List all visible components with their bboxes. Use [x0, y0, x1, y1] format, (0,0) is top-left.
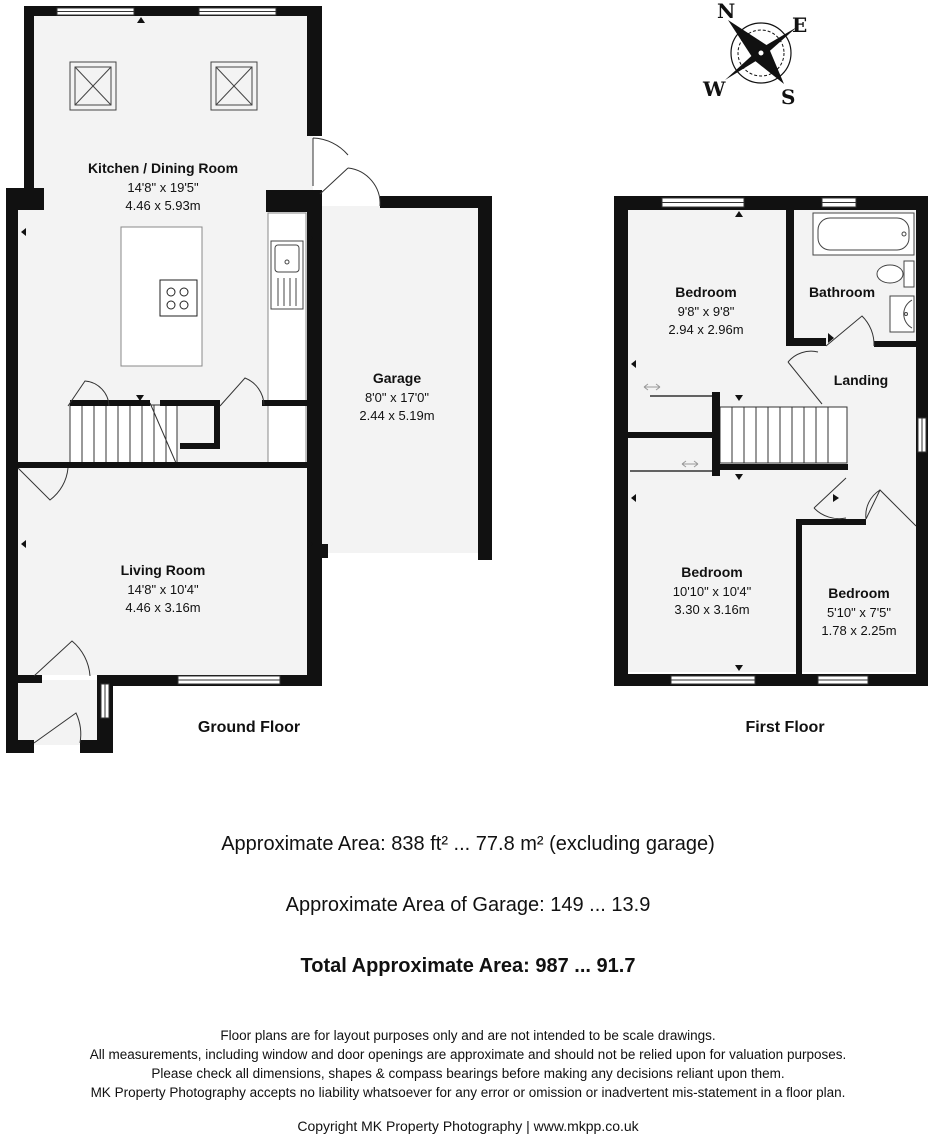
room-imperial-dimensions: 10'10" x 10'4": [672, 584, 752, 599]
compass-south-label: S: [781, 85, 796, 109]
window-icon: [671, 676, 755, 684]
first-floor-label: First Floor: [745, 719, 825, 736]
bathtub-icon: [813, 213, 914, 255]
window-icon: [818, 676, 868, 684]
compass-west-label: W: [703, 77, 726, 101]
disclaimer: [0, 1026, 936, 1102]
room-metric-dimensions: 3.30 x 3.16m: [674, 602, 750, 617]
window-icon: [918, 418, 926, 452]
room-imperial-dimensions: 14'8" x 19'5": [127, 180, 199, 195]
worktop: [268, 213, 306, 463]
window-icon: [178, 676, 280, 684]
room-metric-dimensions: 2.94 x 2.96m: [668, 322, 744, 337]
window-icon: [822, 198, 856, 207]
total-area: Total Approximate Area: 987 ... 91.7: [300, 955, 636, 977]
room-metric-dimensions: 2.44 x 5.19m: [359, 408, 435, 423]
window-icon: [101, 684, 109, 718]
room-name: Landing: [833, 372, 889, 388]
disclaimer-line: Floor plans are for layout purposes only and are not intended to be scale drawings.: [220, 1028, 716, 1043]
window-icon: [57, 8, 134, 15]
room-name: Bedroom: [828, 585, 890, 601]
room-imperial-dimensions: 14'8" x 10'4": [127, 582, 199, 597]
window-icon: [662, 198, 744, 207]
compass-east-label: E: [792, 13, 808, 37]
first-floor-stairs: [720, 407, 847, 463]
room-name: Bathroom: [808, 284, 876, 300]
compass-north-label: N: [717, 0, 736, 23]
approximate-area: Approximate Area: 838 ft² ... 77.8 m² (excluding garage): [221, 833, 715, 855]
room-name: Bedroom: [681, 564, 743, 580]
copyright: Copyright MK Property Photography | www.mkpp.co.uk: [297, 1118, 639, 1134]
basin-icon: [890, 296, 914, 332]
kitchen-island: [121, 227, 202, 366]
room-metric-dimensions: 4.46 x 5.93m: [125, 198, 201, 213]
ground-floor-stairs: [70, 403, 177, 463]
compass-rose-icon: [702, 0, 807, 109]
disclaimer-line: All measurements, including window and door openings are approximate and should not be relied upon for valuation purposes.: [89, 1047, 847, 1062]
window-icon: [199, 8, 276, 15]
room-metric-dimensions: 4.46 x 3.16m: [125, 600, 201, 615]
disclaimer-line: Please check all dimensions, shapes & compass bearings before making any decisions reliant upon them.: [151, 1066, 785, 1081]
ground-floor-label: Ground Floor: [197, 719, 301, 736]
room-name: Garage: [372, 370, 422, 386]
room-metric-dimensions: 1.78 x 2.25m: [821, 623, 897, 638]
room-imperial-dimensions: 8'0" x 17'0": [364, 390, 430, 405]
disclaimer-line: MK Property Photography accepts no liability whatsoever for any error or omission or inadvertent mis-statement in a floor plan.: [90, 1085, 846, 1100]
room-name: Kitchen / Dining Room: [87, 160, 239, 176]
garage-area: Approximate Area of Garage: 149 ... 13.9: [285, 894, 651, 916]
room-name: Bedroom: [675, 284, 737, 300]
room-imperial-dimensions: 9'8" x 9'8": [677, 304, 735, 319]
room-imperial-dimensions: 5'10" x 7'5": [826, 605, 892, 620]
room-name: Living Room: [120, 562, 206, 578]
